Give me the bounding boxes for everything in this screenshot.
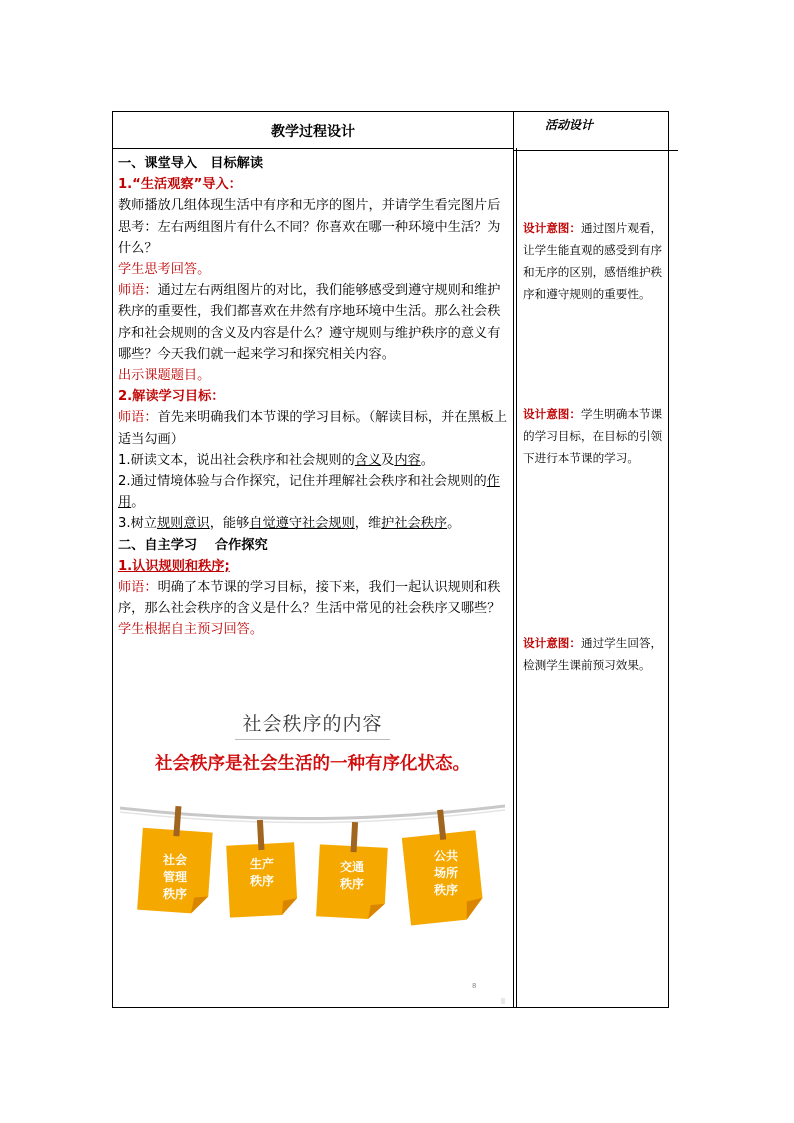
teacher-label: 师语：: [118, 283, 158, 299]
goal-2: [118, 471, 510, 513]
teaching-process-content: [118, 153, 510, 641]
header-divider-right: [513, 150, 678, 151]
show-title-note: 出示课题题目。: [118, 368, 211, 384]
header-teaching-process: 教学过程设计: [271, 124, 355, 140]
goal-3-underline-2: 自觉遵守社会规则: [249, 516, 355, 532]
slide-title: 社会秩序的内容: [242, 713, 383, 735]
goal-3-underline-1: 规则意识: [156, 516, 210, 532]
tag-line: 秩序: [433, 883, 458, 897]
tag-line: 管理: [162, 870, 187, 884]
teacher-label: 师语：: [118, 580, 158, 596]
goal-1-underline-2: 内容: [394, 452, 421, 468]
goal-3-mid: ，能够: [209, 516, 250, 532]
goal-3-text: 3.树立: [118, 516, 157, 532]
tag-label-4: [416, 848, 476, 899]
tag-line: 场所: [433, 866, 458, 880]
student-answer-2: 学生根据自主预习回答。: [118, 622, 264, 638]
tag-label-1: [145, 852, 205, 903]
column-divider: [513, 112, 514, 1007]
tag-line: 生产: [249, 857, 274, 871]
paragraph-3-text: 首先来明确我们本节课的学习目标。（解读目标，并在黑板上适当勾画）: [118, 410, 508, 447]
paragraph-3: [118, 407, 510, 449]
design-note-2: [523, 403, 669, 469]
goal-3-underline-3: 护社会秩序: [381, 516, 448, 532]
paragraph-2: [118, 280, 510, 365]
tag-line: 交通: [339, 860, 364, 874]
design-note-1: [523, 217, 669, 305]
design-note-label: 设计意图：: [523, 221, 581, 235]
design-note-label: 设计意图：: [523, 636, 581, 650]
paragraph-4: [118, 577, 510, 619]
goal-3-end: 。: [447, 516, 461, 532]
header-activity-design: 活动设计: [545, 118, 594, 132]
embedded-slide: [120, 704, 505, 998]
tag-line: 秩序: [162, 887, 187, 901]
goal-2-text: 2.通过情境体验与合作探究，记住并理解社会秩序和社会规则的: [118, 474, 487, 490]
goal-2-underline: 作用: [118, 474, 500, 511]
goal-1: [118, 450, 510, 471]
column-divider-inner: [516, 148, 517, 1007]
section-1-sub-2: 2.解读学习目标：: [118, 389, 225, 405]
goal-1-text: 1.研读文本，说出社会秩序和社会规则的: [118, 452, 355, 468]
section-2-sub-1: 1.认识规则和秩序;: [118, 558, 230, 574]
design-note-text: 通过学生回答，检测学生课前预习效果。: [523, 636, 663, 672]
header-divider: [113, 148, 513, 149]
goal-3: [118, 513, 510, 534]
goal-2-end: 。: [131, 495, 145, 511]
student-answer-1: 学生思考回答。: [118, 262, 211, 278]
tag-line: 秩序: [249, 874, 274, 888]
section-2-title: 二、自主学习 合作探究: [118, 537, 268, 553]
slide-subtitle: 社会秩序是社会生活的一种有序化状态。: [155, 754, 470, 774]
goal-1-end: 。: [420, 452, 434, 468]
paragraph-1: 教师播放几组体现生活中有序和无序的图片，并请学生看完图片后思考：左右两组图片有什么不同？你喜欢在哪一种环境中生活？为什么？: [118, 198, 501, 256]
design-note-text: 通过图片观看，让学生能直观的感受到有序和无序的区别，感悟维护秩序和遵守规则的重要性。: [523, 221, 663, 301]
tag-line: 秩序: [339, 877, 364, 891]
paragraph-2-text: 通过左右两组图片的对比，我们能够感受到遵守规则和维护秩序的重要性，我们都喜欢在井然有序地环境中生活。那么社会秩序和社会规则的含义及内容是什么？遵守规则与维护秩序的意义有哪些？今天我们就一起来学习和探究相关内容。: [118, 283, 501, 362]
slide-page-number: 8: [472, 982, 477, 990]
tag-label-3: [322, 859, 382, 893]
tag-line: 社会: [162, 853, 187, 867]
goal-3-mid-2: ，维: [354, 516, 382, 532]
paragraph-4-text: 明确了本节课的学习目标，接下来，我们一起认识规则和秩序，那么社会秩序的含义是什么？生活中常见的社会秩序又哪些？: [118, 580, 501, 617]
tag-label-2: [232, 856, 292, 890]
section-1-title: 一、课堂导入 目标解读: [118, 156, 264, 171]
design-note-3: [523, 632, 669, 676]
design-note-text: 学生明确本节课的学习目标，在目标的引领下进行本节课的学习。: [523, 407, 663, 465]
design-note-label: 设计意图：: [523, 407, 581, 421]
teacher-label: 师语：: [118, 410, 158, 426]
goal-1-mid: 及: [381, 452, 395, 468]
goal-1-underline-1: 含义: [354, 452, 382, 468]
section-1-sub-1: 1.“生活观察”导入：: [118, 177, 242, 193]
tag-line: 公共: [433, 849, 458, 863]
